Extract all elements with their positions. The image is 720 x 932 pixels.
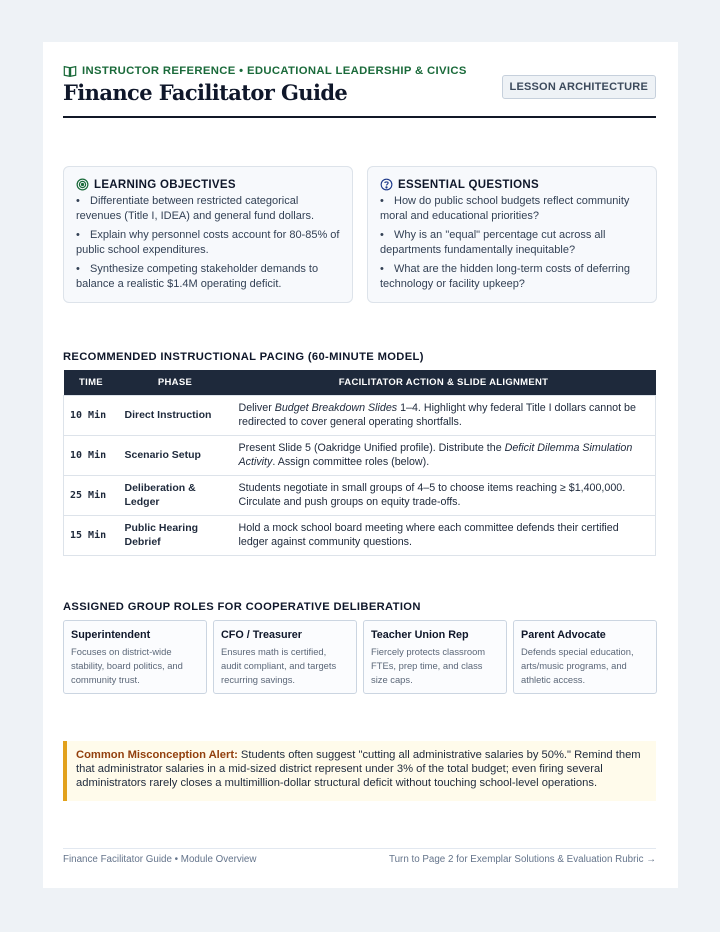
- pacing-title: RECOMMENDED INSTRUCTIONAL PACING (60-MINUTE MODEL): [63, 351, 424, 363]
- phase-cell: Direct Instruction: [119, 395, 232, 435]
- role-card-union-rep: [363, 620, 507, 694]
- role-card-cfo: [213, 620, 357, 694]
- footer-divider: [63, 848, 656, 849]
- role-description: Focuses on district-wide stability, board politics, and community trust.: [71, 646, 183, 685]
- role-description: Fiercely protects classroom FTEs, prep time, and class size caps.: [371, 646, 486, 685]
- objective-item: • Explain why personnel costs account for 80-85% of public school expenditures.: [76, 228, 340, 258]
- action-cell: Hold a mock school board meeting where each committee defends their certified ledger against community questions.: [232, 515, 656, 555]
- time-cell: 10 Min: [64, 435, 119, 475]
- column-header-phase: PHASE: [119, 370, 232, 395]
- alert-label: Common Misconception Alert:: [76, 749, 238, 761]
- table-row: [64, 435, 656, 475]
- role-name: Teacher Union Rep: [371, 629, 469, 641]
- page-title: Finance Facilitator Guide: [63, 80, 348, 105]
- action-cell: Present Slide 5 (Oakridge Unified profile). Distribute the Deficit Dilemma Simulation Activity. Assign committee roles (below).: [232, 435, 656, 475]
- role-description: Defends special education, arts/music programs, and athletic access.: [521, 646, 634, 685]
- role-card-parent-advocate: [513, 620, 657, 694]
- misconception-alert: [63, 741, 656, 801]
- lesson-architecture-tag: LESSON ARCHITECTURE: [502, 75, 656, 99]
- kicker-text: INSTRUCTOR REFERENCE • EDUCATIONAL LEADERSHIP & CIVICS: [82, 65, 467, 77]
- table-row: [64, 515, 656, 555]
- time-cell: 15 Min: [64, 515, 119, 555]
- time-cell: 10 Min: [64, 395, 119, 435]
- footer-next-page-link[interactable]: Turn to Page 2 for Exemplar Solutions & Evaluation Rubric →: [388, 854, 656, 865]
- objectives-list: [76, 194, 340, 292]
- time-cell: 25 Min: [64, 475, 119, 515]
- phase-cell: Scenario Setup: [119, 435, 232, 475]
- question-item: • What are the hidden long-term costs of deferring technology or facility upkeep?: [380, 262, 644, 292]
- question-circle-icon: [380, 178, 393, 191]
- questions-list: [380, 194, 644, 292]
- objective-item: • Differentiate between restricted categorical revenues (Title I, IDEA) and general fund dollars.: [76, 194, 340, 224]
- objective-item: • Synthesize competing stakeholder demands to balance a realistic $1.4M operating deficit.: [76, 262, 340, 292]
- essential-questions-heading: [380, 178, 644, 191]
- question-item: • Why is an "equal" percentage cut across all departments fundamentally inequitable?: [380, 228, 644, 258]
- phase-cell: Public Hearing Debrief: [119, 515, 232, 555]
- learning-objectives-heading: [76, 178, 340, 191]
- role-name: Superintendent: [71, 629, 151, 641]
- book-icon: [63, 64, 77, 78]
- table-row: [64, 395, 656, 435]
- target-icon: [76, 178, 89, 191]
- role-name: CFO / Treasurer: [221, 629, 303, 641]
- footer-module-label: Finance Facilitator Guide • Module Overview: [63, 854, 257, 865]
- header-divider: [63, 116, 656, 118]
- alert-text: Students often suggest "cutting all administrative salaries by 50%." Remind them that administrator salaries in a mid-sized district represent under 3% of the total budget; even firing several administrators rarely closes a multimillion-dollar structural deficit without touching school-level operations.: [76, 749, 641, 789]
- role-description: Ensures math is certified, audit compliant, and targets recurring savings.: [221, 646, 337, 685]
- essential-questions-title: ESSENTIAL QUESTIONS: [398, 178, 539, 191]
- column-header-action: FACILITATOR ACTION & SLIDE ALIGNMENT: [232, 370, 656, 395]
- action-cell: Students negotiate in small groups of 4–5 to choose items reaching ≥ $1,400,000. Circulate and push groups on equity trade-offs.: [232, 475, 656, 515]
- kicker: [63, 64, 467, 78]
- guide-page: [43, 42, 678, 888]
- roles-title: ASSIGNED GROUP ROLES FOR COOPERATIVE DELIBERATION: [63, 601, 421, 613]
- question-item: • How do public school budgets reflect community moral and educational priorities?: [380, 194, 644, 224]
- learning-objectives-card: [63, 166, 353, 303]
- action-cell: Deliver Budget Breakdown Slides 1–4. Highlight why federal Title I dollars cannot be redirected to cover general operating shortfalls.: [232, 395, 656, 435]
- pacing-table: [63, 370, 656, 556]
- role-name: Parent Advocate: [521, 629, 606, 641]
- phase-cell: Deliberation & Ledger: [119, 475, 232, 515]
- column-header-time: TIME: [64, 370, 119, 395]
- learning-objectives-title: LEARNING OBJECTIVES: [94, 178, 236, 191]
- role-card-superintendent: [63, 620, 207, 694]
- table-row: [64, 475, 656, 515]
- essential-questions-card: [367, 166, 657, 303]
